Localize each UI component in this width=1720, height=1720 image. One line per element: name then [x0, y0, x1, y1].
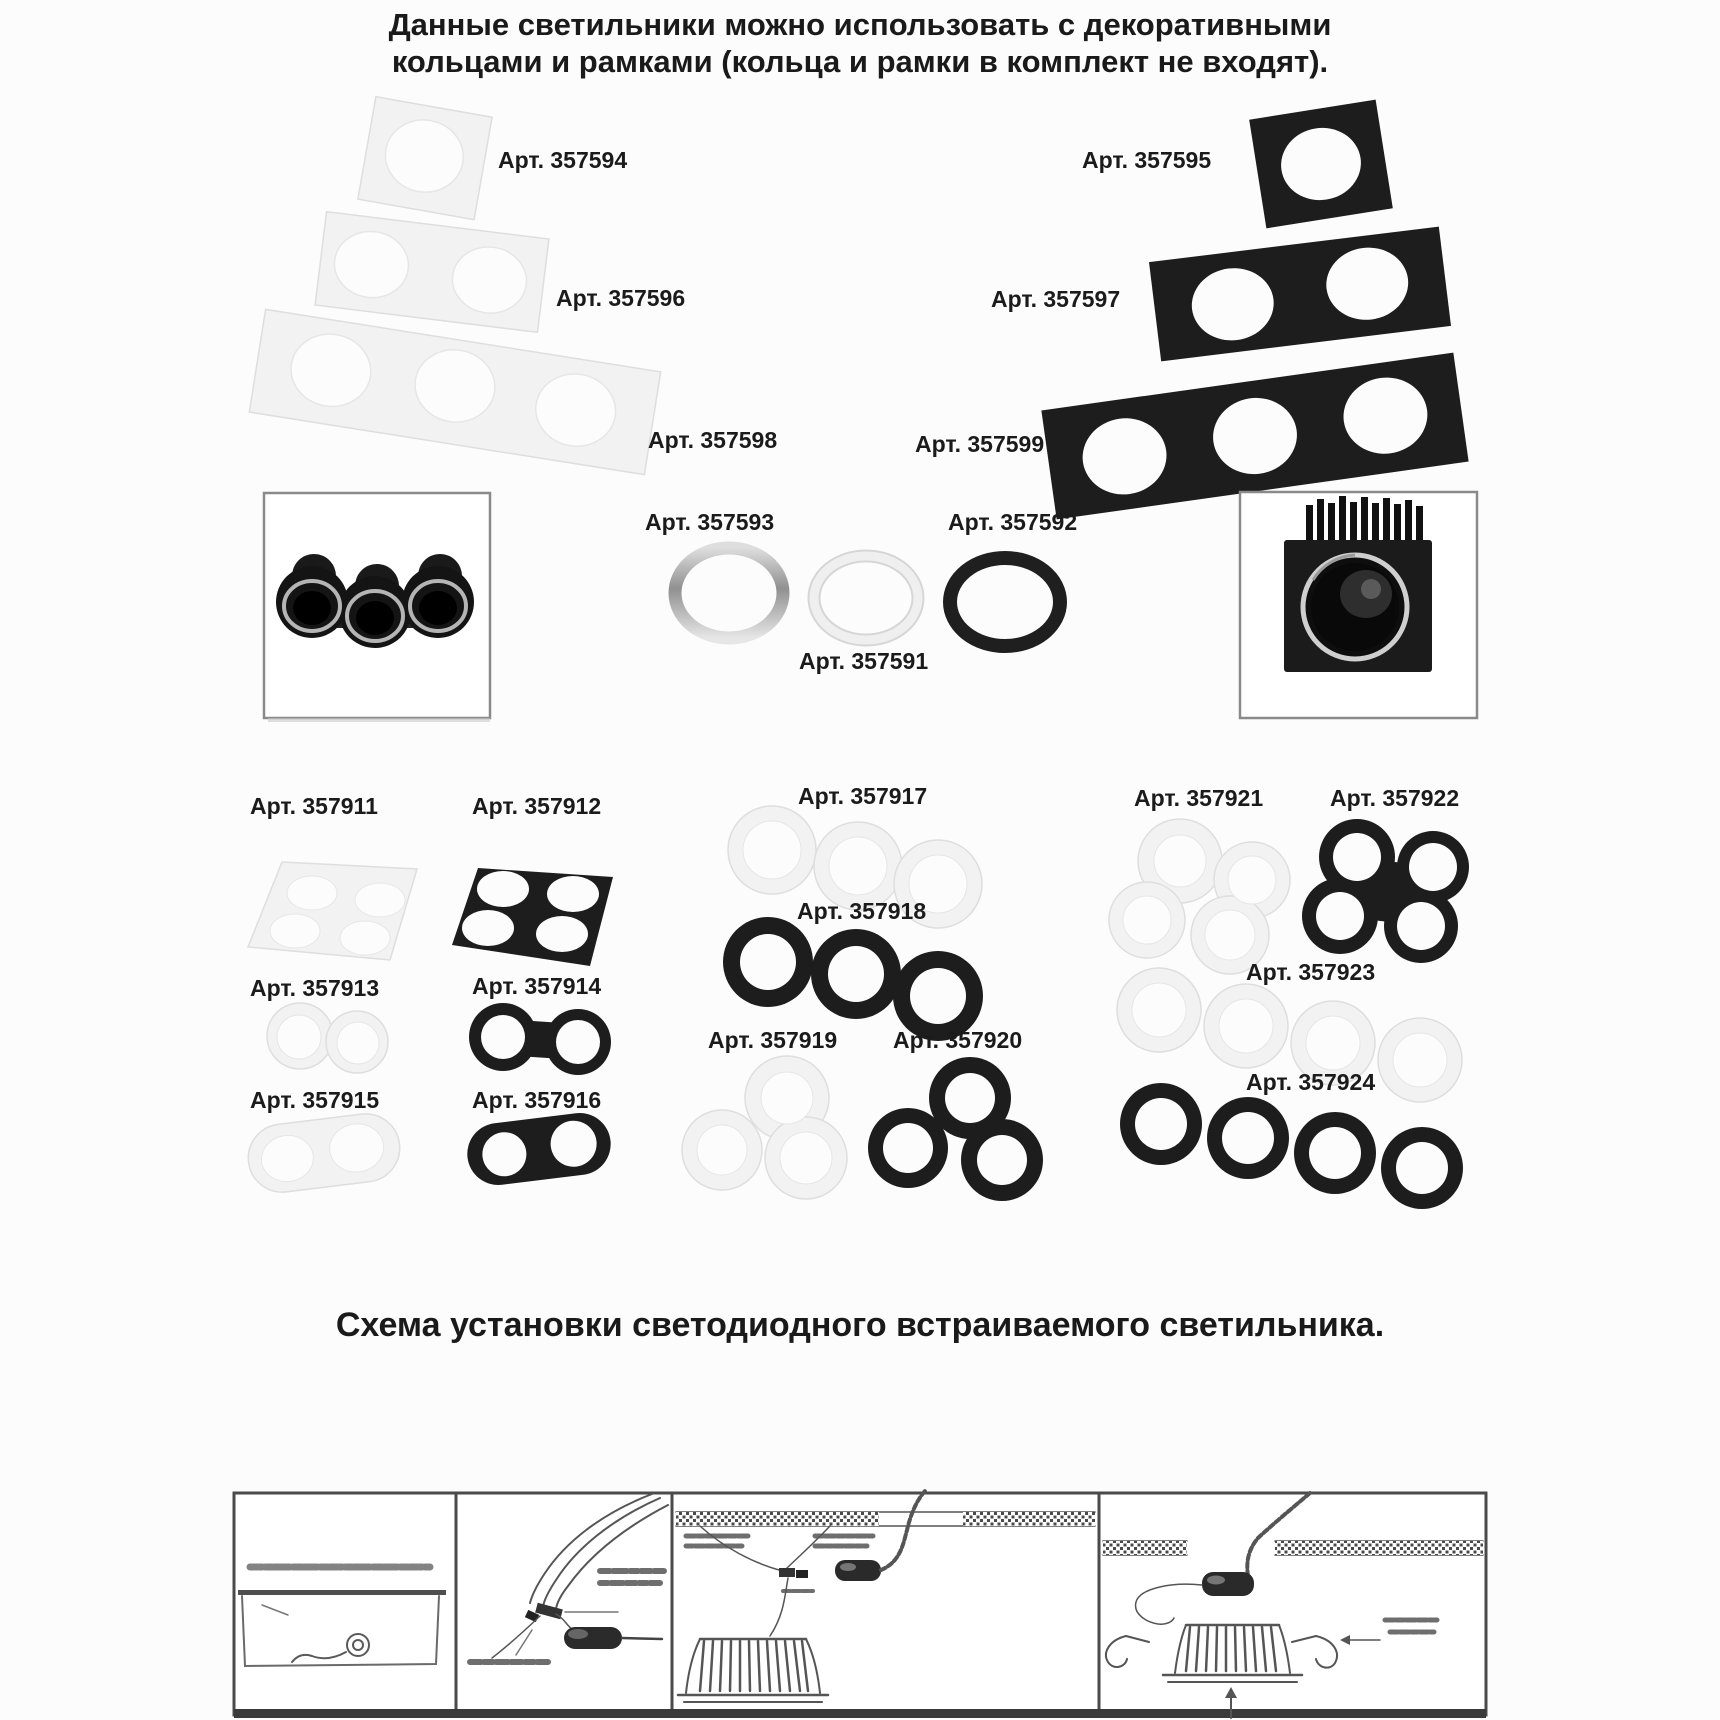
article-label-357913: Арт. 357913: [250, 975, 380, 1001]
article-label-357922: Арт. 357922: [1330, 785, 1460, 811]
article-label-357592: Арт. 357592: [948, 509, 1078, 535]
article-label-357918: Арт. 357918: [797, 898, 927, 924]
plate-black-3hole-cluster: [868, 1057, 1043, 1201]
article-label-357920: Арт. 357920: [893, 1027, 1023, 1053]
plate-white-4hole-cluster: [1109, 819, 1290, 974]
article-label-357597: Арт. 357597: [991, 286, 1121, 312]
article-label-357595: Арт. 357595: [1082, 147, 1212, 173]
article-label-357596: Арт. 357596: [556, 285, 686, 311]
article-label-357921: Арт. 357921: [1134, 785, 1264, 811]
plate-black-2hole-oval: [464, 1109, 614, 1188]
article-label-357916: Арт. 357916: [472, 1087, 602, 1113]
article-label-357917: Арт. 357917: [798, 783, 928, 809]
plate-white-3hole-cluster: [682, 1056, 847, 1199]
plate-white-4hole-square: [248, 862, 417, 960]
article-label-357599: Арт. 357599: [915, 431, 1045, 457]
plate-black-2hole-eight: [469, 1003, 611, 1075]
article-label-357593: Арт. 357593: [645, 509, 775, 535]
article-label-357911: Арт. 357911: [250, 793, 378, 819]
frame-black-1hole: [1249, 100, 1393, 229]
section-heading: Схема установки светодиодного встраиваемого светильника.: [335, 1306, 1385, 1344]
frame-white-2hole: [315, 212, 549, 333]
ring-chrome: [675, 548, 783, 638]
frame-white-3hole: [249, 309, 660, 474]
article-label-357919: Арт. 357919: [708, 1027, 838, 1053]
ring-black: [950, 558, 1060, 646]
article-label-357594: Арт. 357594: [498, 147, 628, 173]
article-label-357591: Арт. 357591: [799, 648, 929, 674]
frame-white-1hole: [358, 97, 492, 220]
ring-white: [814, 556, 918, 640]
article-label-357914: Арт. 357914: [472, 973, 602, 999]
plate-white-2hole-oval: [244, 1110, 403, 1196]
frame-black-2hole: [1149, 227, 1451, 362]
page-title-line2: кольцами и рамками (кольца и рамки в комплект не входят).: [391, 44, 1329, 79]
photo-box-triple-spot: [264, 493, 490, 722]
triple-spot-luminaire-photo: [276, 554, 474, 648]
plate-white-2hole-eight: [267, 1003, 388, 1073]
article-label-357912: Арт. 357912: [472, 793, 602, 819]
photo-box-square-recessed: [1240, 492, 1477, 718]
plate-black-4hole-square: [452, 868, 613, 966]
article-label-357915: Арт. 357915: [250, 1087, 380, 1113]
plate-black-4hole-cluster: [1302, 819, 1469, 963]
plate-black-3hole-chain: [723, 917, 983, 1041]
article-label-357924: Арт. 357924: [1246, 1069, 1376, 1095]
article-label-357598: Арт. 357598: [648, 427, 778, 453]
page-title-line1: Данные светильники можно использовать с декоративными: [388, 7, 1332, 42]
article-label-357923: Арт. 357923: [1246, 959, 1376, 985]
installation-panels: [234, 1491, 1486, 1718]
